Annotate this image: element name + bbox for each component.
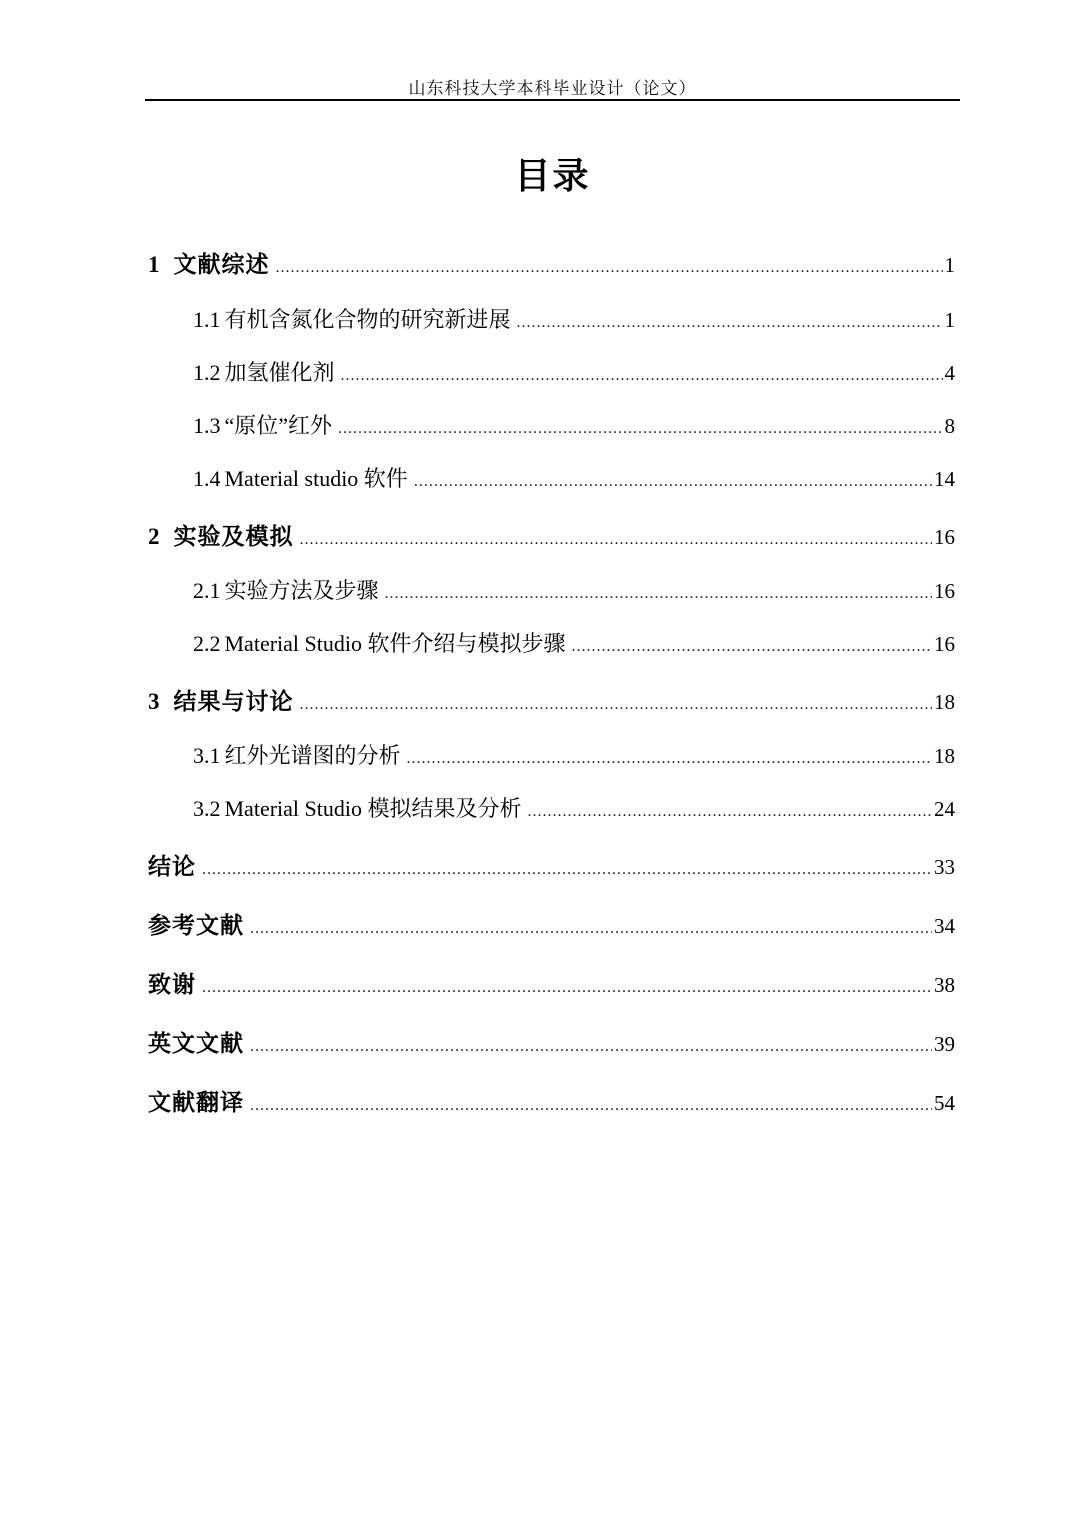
toc-entry-acknowledgements[interactable] [148,966,955,999]
dot-leader [338,420,942,438]
toc-entry-page: 16 [934,525,955,549]
toc-entry-label: 致谢 [148,972,196,998]
toc-entry-label: “原位”红外 [224,413,333,438]
dot-leader [527,803,932,821]
toc-entry-page: 54 [934,1091,955,1115]
toc-entry-page: 38 [934,973,955,997]
toc-entry-page: 4 [944,361,955,385]
dot-leader [385,585,932,603]
toc-entry-chapter-1[interactable] [148,246,955,279]
toc-entry-number: 3.2 [193,796,221,821]
toc-entry-chapter-2[interactable] [148,518,955,551]
toc-entry-label: Material Studio 模拟结果及分析 [224,796,522,821]
toc-entry-page: 16 [934,632,955,656]
toc-entry-section-1-1[interactable] [193,303,955,334]
toc-entry-section-1-4[interactable] [193,462,955,493]
toc-entry-label: 文献翻译 [148,1090,244,1116]
toc-entry-label: 英文文献 [148,1031,244,1057]
toc-entry-section-3-2[interactable] [193,792,955,823]
toc-entry-page: 8 [944,414,955,438]
dot-leader [300,531,933,549]
toc-entry-number: 2 [148,524,160,549]
toc-entry-section-1-2[interactable] [193,356,955,387]
dot-leader [202,861,932,879]
toc-entry-section-3-1[interactable] [193,739,955,770]
toc-entry-label: 红外光谱图的分析 [224,743,401,768]
toc-entry-page: 39 [934,1032,955,1056]
toc-entry-number: 3.1 [193,743,221,768]
toc-entry-section-2-2[interactable] [193,627,955,658]
page-title: 目录 [514,156,591,197]
dot-leader [571,638,932,656]
toc-entry-page: 34 [934,914,955,938]
toc-entry-page: 1 [944,253,955,277]
dot-leader [202,979,932,997]
toc-entry-page: 33 [934,855,955,879]
toc-entry-english-literature[interactable] [148,1025,955,1058]
toc-entry-number: 2.1 [193,578,221,603]
toc-entry-translation[interactable] [148,1084,955,1117]
toc-entry-page: 1 [944,308,955,332]
toc-entry-number: 2.2 [193,631,221,656]
toc-entry-label: 参考文献 [148,913,244,939]
dot-leader [250,1097,932,1115]
toc-entry-label: 加氢催化剂 [224,360,335,385]
toc-entry-label: 结果与讨论 [173,689,294,715]
toc-entry-chapter-3[interactable] [148,683,955,716]
toc-entry-label: 文献综述 [173,252,270,278]
dot-leader [517,314,943,332]
toc-entry-references[interactable] [148,907,955,940]
toc-entry-number: 1.3 [193,413,221,438]
toc-entry-label: 结论 [148,854,196,880]
toc-entry-label: Material studio 软件 [224,466,408,491]
toc-entry-number: 1.2 [193,360,221,385]
toc-entry-label: 有机含氮化合物的研究新进展 [224,307,511,332]
toc-entry-label: 实验方法及步骤 [224,578,379,603]
dot-leader [414,473,932,491]
toc-entry-page: 14 [934,467,955,491]
toc-entry-page: 16 [934,579,955,603]
toc-entry-label: Material Studio 软件介绍与模拟步骤 [224,631,566,656]
dot-leader [407,750,932,768]
toc-entry-number: 1 [148,252,160,277]
toc-entry-label: 实验及模拟 [173,524,294,550]
toc-entry-number: 1.1 [193,307,221,332]
dot-leader [300,696,933,714]
toc-entry-section-1-3[interactable] [193,409,955,440]
toc-entry-number: 3 [148,689,160,714]
toc-entry-page: 18 [934,744,955,768]
running-header: 山东科技大学本科毕业设计（论文） [408,79,697,98]
dot-leader [250,920,932,938]
dot-leader [250,1038,932,1056]
toc-entry-section-2-1[interactable] [193,574,955,605]
toc-entry-page: 18 [934,690,955,714]
toc-entry-number: 1.4 [193,466,221,491]
dot-leader [341,367,943,385]
toc-entry-page: 24 [934,797,955,821]
dot-leader [276,259,943,277]
toc-entry-conclusion[interactable] [148,848,955,881]
